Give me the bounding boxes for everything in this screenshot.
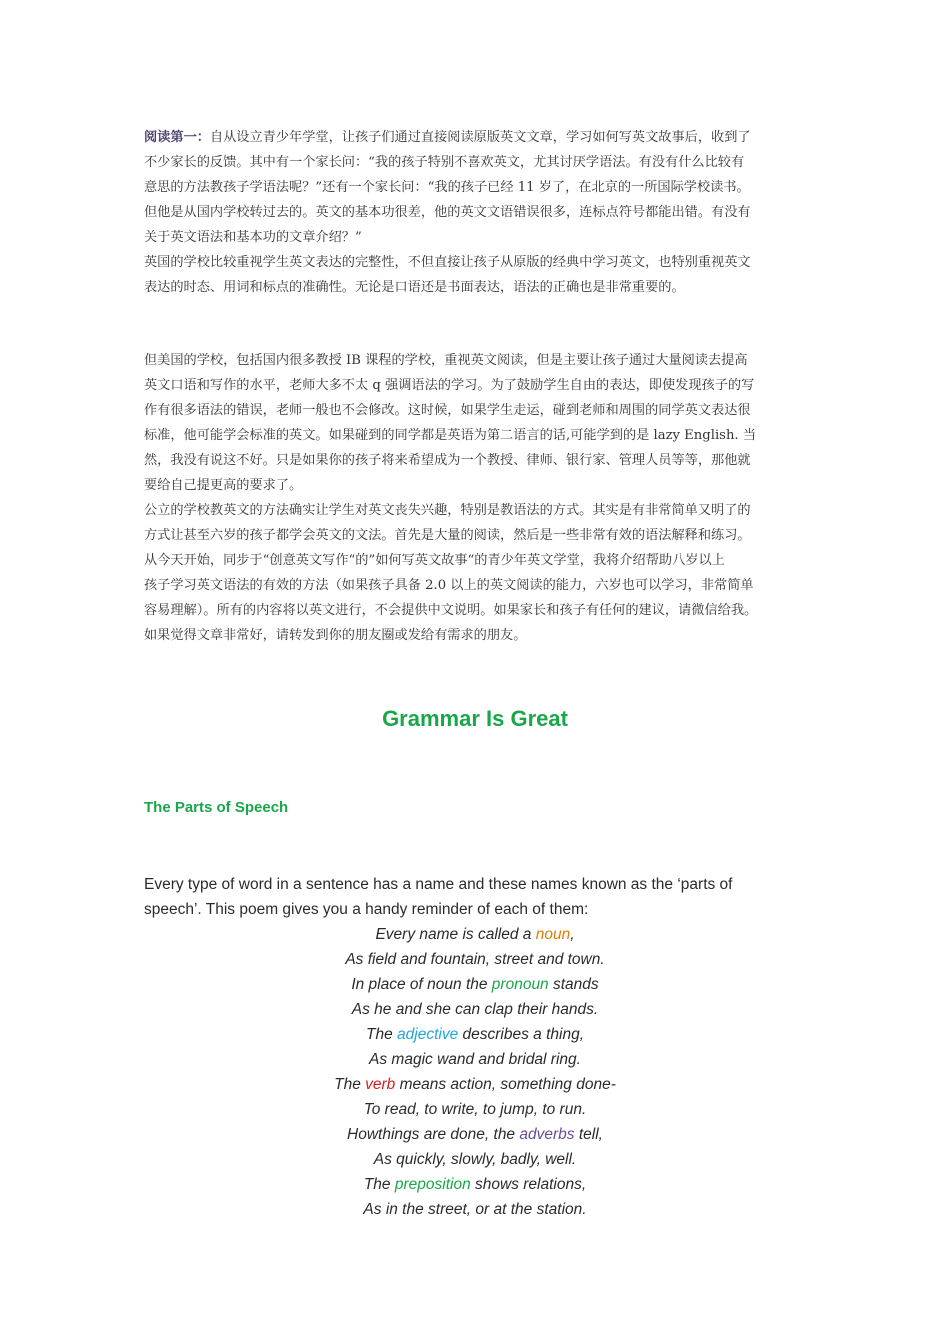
poem-text: The (363, 1176, 395, 1193)
body-paragraph-chinese (144, 348, 824, 648)
page-title: Grammar Is Great (382, 706, 568, 731)
poem-text: , (570, 926, 575, 943)
poem-text: stands (548, 976, 599, 993)
section-heading: The Parts of Speech (144, 799, 289, 816)
paragraph-line: 不少家长的反馈。其中有一个家长问：“我的孩子特别不喜欢英文，尤其讨厌学语法。有没有什么比较有 (144, 155, 745, 170)
paragraph-line: 然，我没有说这不好。只是如果你的孩子将来希望成为一个教授、律师、银行家、管理人员等等，那他就 (144, 453, 751, 468)
paragraph-line: 但他是从国内学校转过去的。英文的基本功很差，他的英文文语错误很多，连标点符号都能出错。有没有 (144, 205, 751, 220)
part-of-speech-keyword: adjective (397, 1026, 459, 1043)
poem-line (0, 1122, 950, 1147)
paragraph-line: 容易理解）。所有的内容将以英文进行，不会提供中文说明。如果家长和孩子有任何的建议，请微信给我。 (144, 603, 758, 618)
poem-line (0, 947, 950, 972)
poem-text: In place of noun the (351, 976, 492, 993)
intro-paragraph-chinese (144, 125, 824, 300)
poem-text: As field and fountain, street and town. (345, 951, 605, 968)
parts-of-speech-poem (0, 922, 950, 1222)
poem-text: shows relations, (470, 1176, 587, 1193)
paragraph-line: 如果觉得文章非常好，请转发到你的朋友圈或发给有需求的朋友。 (144, 628, 527, 643)
poem-text: Every name is called a (375, 926, 536, 943)
intro-line: speech’. This poem gives you a handy reminder of each of them: (144, 901, 589, 918)
paragraph-line: 要给自己提更高的要求了。 (144, 478, 303, 493)
poem-text: means action, something done- (395, 1076, 616, 1093)
paragraph-line: 方式让甚至六岁的孩子都学会英文的文法。首先是大量的阅读，然后是一些非常有效的语法解释和练习。 (144, 528, 751, 543)
poem-text: As he and she can clap their hands. (351, 1001, 599, 1018)
part-of-speech-keyword: noun (535, 926, 571, 943)
poem-text: To read, to write, to jump, to run. (363, 1101, 587, 1118)
poem-text: The (366, 1026, 398, 1043)
poem-text: As in the street, or at the station. (363, 1201, 587, 1218)
paragraph-line: 孩子学习英文语法的有效的方法（如果孩子具备 2.0 以上的英文阅读的能力，六岁也可以学习，非常简单 (144, 578, 754, 593)
paragraph-line: 从今天开始，同步于“创意英文写作“的”如何写英文故事“的青少年英文学堂，我将介绍帮助八岁以上 (144, 553, 725, 568)
part-of-speech-keyword: preposition (394, 1176, 471, 1193)
paragraph-line: 英国的学校比较重视学生英文表达的完整性，不但直接让孩子从原版的经典中学习英文，也特别重视英文 (144, 255, 751, 270)
intro-line: Every type of word in a sentence has a name and these names known as the ‘parts of (144, 876, 733, 893)
poem-text: The (334, 1076, 366, 1093)
paragraph-line: 公立的学校教英文的方法确实让学生对英文丧失兴趣，特别是教语法的方式。其实是有非常简单又明了的 (144, 503, 751, 518)
poem-line (0, 1197, 950, 1222)
paragraph-line: 英文口语和写作的水平，老师大多不太 q 强调语法的学习。为了鼓励学生自由的表达，即使发现孩子的写 (144, 378, 755, 393)
paragraph-line: 关于英文语法和基本功的文章介绍？” (144, 230, 362, 245)
part-of-speech-keyword: pronoun (491, 976, 549, 993)
paragraph-line: 表达的时态、用词和标点的准确性。无论是口语还是书面表达，语法的正确也是非常重要的。 (144, 280, 685, 295)
paragraph-line: 意思的方法教孩子学语法呢？”还有一个家长问：“我的孩子已经 11 岁了，在北京的一所国际学校读书。 (144, 180, 750, 195)
poem-line (0, 1172, 950, 1197)
poem-line (0, 1072, 950, 1097)
poem-text: describes a thing, (458, 1026, 584, 1043)
poem-line (0, 1022, 950, 1047)
poem-line (0, 1147, 950, 1172)
poem-line (0, 997, 950, 1022)
poem-line (0, 1097, 950, 1122)
paragraph-line: 标准，他可能学会标准的英文。如果碰到的同学都是英语为第二语言的话,可能学到的是 lazy English. 当 (144, 428, 757, 443)
paragraph-line: 但美国的学校，包括国内很多教授 IB 课程的学校，重视英文阅读，但是主要让孩子通过大量阅读去提高 (144, 353, 748, 368)
poem-text: As quickly, slowly, badly, well. (373, 1151, 577, 1168)
poem-intro (144, 872, 784, 922)
poem-text: Howthings are done, the (347, 1126, 520, 1143)
poem-line (0, 922, 950, 947)
part-of-speech-keyword: adverbs (519, 1126, 575, 1143)
poem-line (0, 972, 950, 997)
paragraph-line (144, 125, 824, 150)
reading-lead-label: 阅读第一： (144, 130, 210, 145)
paragraph-line-text: 自从设立青少年学堂，让孩子们通过直接阅读原版英文文章，学习如何写英文故事后，收到了 (209, 130, 751, 145)
poem-text: tell, (574, 1126, 603, 1143)
paragraph-line: 作有很多语法的错误，老师一般也不会修改。这时候，如果学生走运，碰到老师和周围的同学英文表达很 (144, 403, 751, 418)
poem-text: As magic wand and bridal ring. (369, 1051, 581, 1068)
part-of-speech-keyword: verb (365, 1076, 396, 1093)
poem-line (0, 1047, 950, 1072)
